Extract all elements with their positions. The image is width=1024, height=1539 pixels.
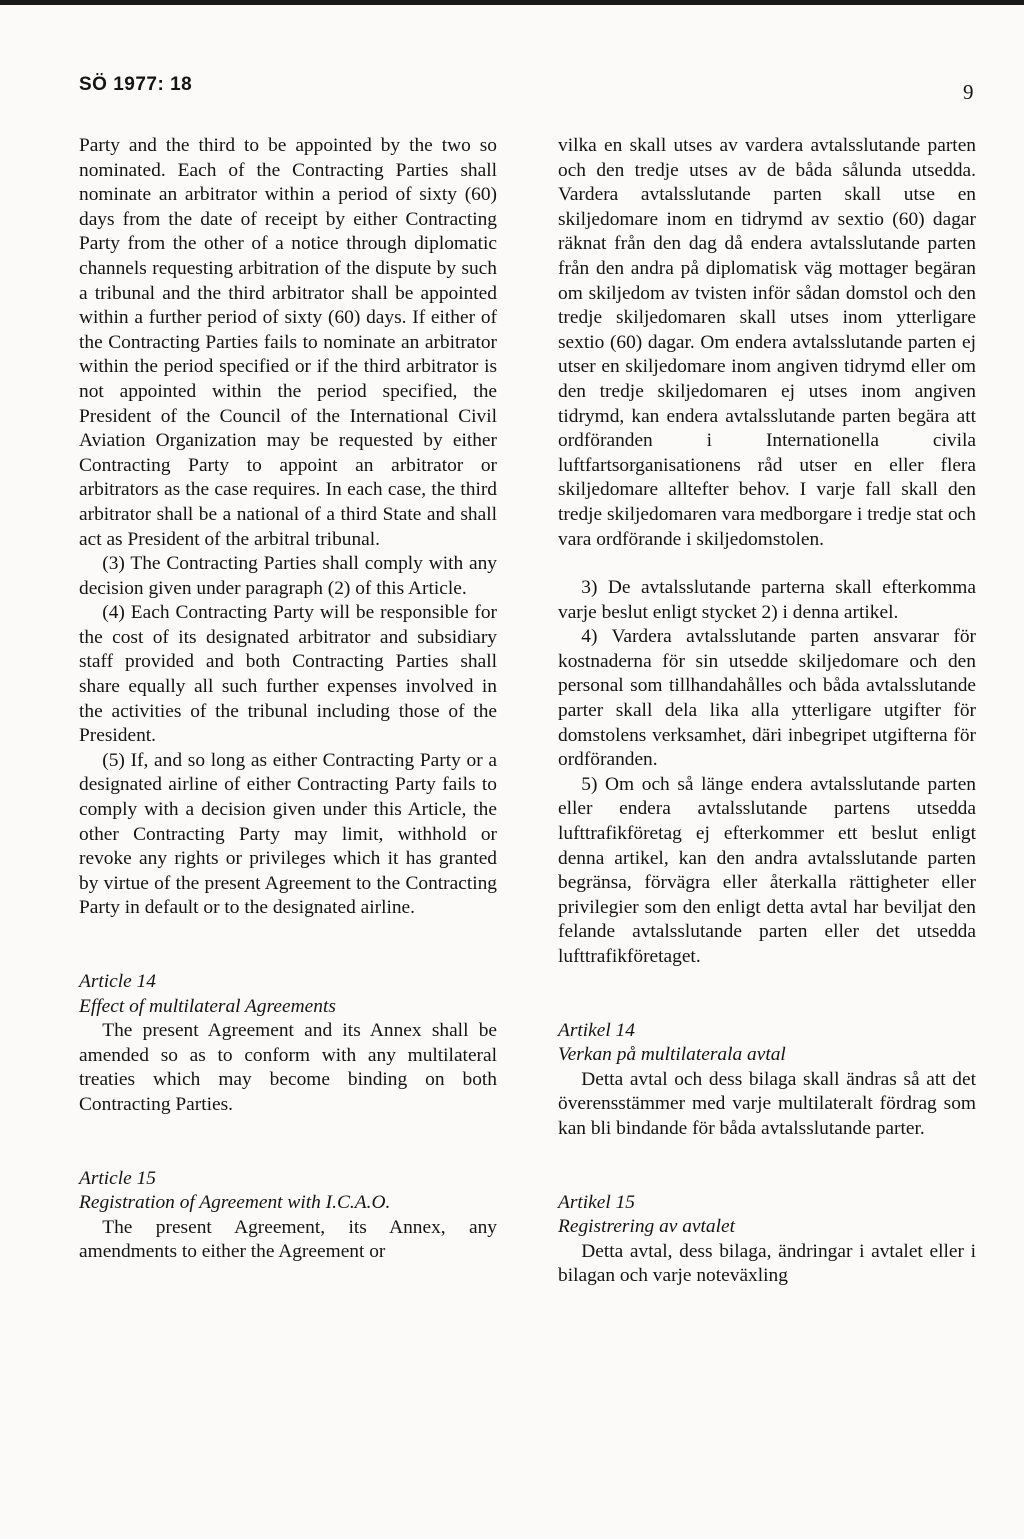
- artikel-14-label: Artikel 14: [558, 1019, 636, 1041]
- paragraph-3: (3) The Contracting Parties shall comply with any decision given under paragraph (2) of this Article.: [79, 553, 497, 599]
- artikel-15-text: Detta avtal, dess bilaga, ändringar i avtalet eller i bilagan och varje noteväxling: [558, 1240, 976, 1287]
- paragraph-4: (4) Each Contracting Party will be responsible for the cost of its designated arbitrator and subsidiary staff provided and both Contracting Parties shall share equally all such further expenses involved in the activities of the tribunal including those of the President.: [79, 602, 497, 747]
- artikel-14-title: Verkan på multilaterala avtal: [558, 1044, 786, 1066]
- paragraph-2-continued: Party and the third to be appointed by the two so nominated. Each of the Contracting Parties shall nominate an arbitrator within a period of sixty (60) days from the date of receipt by either Contracting Party from the other of a notice through diplomatic channels requesting arbitration of the dispute by such a tribunal and the third arbitrator shall be appointed within a further period of sixty (60) days. If either of the Contracting Parties fails to nominate an arbitrator within the period specified or if the third arbitrator is not appointed within the period specified, the President of the Council of the International Civil Aviation Organization may be requested by either Contracting Party to appoint an arbitrator or arbitrators as the case requires. In each case, the third arbitrator shall be a national of a third State and shall act as President of the arbitral tribunal.: [79, 135, 497, 550]
- article-14-label: Article 14: [79, 971, 157, 992]
- stycke-3: 3) De avtalsslutande parterna skall efterkomma varje beslut enligt stycket 2) i denna artikel.: [558, 577, 976, 623]
- artikel-15-label: Artikel 15: [558, 1191, 636, 1213]
- stycke-2-continued: vilka en skall utses av vardera avtalsslutande parten och den tredje utses av de båda sålunda utsedda. Vardera avtalsslutande parten skall utse en skiljedomare inom en tidrymd av sextio (60) dagar räknat från den dag då endera avtalsslutande parten från den andra på diplomatisk väg mottager begäran om skiljedom av tvisten inför sådan domstol och den tredje skiljedomaren skall utses inom ytterligare sextio (60) dagar. Om endera avtalsslutande parten ej utser en skiljedomare inom angiven tidrymd eller om den tredje skiljedomaren ej utses inom angiven tidrymd, kan endera avtalsslutande parten begära att ordföranden i Internationella civila luftfartsorganisationens råd utser en eller flera skiljedomare alltefter behov. I varje fall skall den tredje skiljedomaren vara medborgare i tredje stat och vara ordförande i skiljedomstolen.: [558, 135, 976, 550]
- paragraph-5: (5) If, and so long as either Contracting Party or a designated airline of either Contracting Party fails to comply with a decision given under this Article, the other Contracting Party may limit, withhold or revoke any rights or privileges which it has granted by virtue of the present Agreement to the Contracting Party in default or to the designated airline.: [79, 749, 497, 919]
- page-number: 9: [963, 80, 974, 104]
- stycke-5: 5) Om och så länge endera avtalsslutande parten eller endera avtalsslutande partens utsedda lufttrafikföretag ej efterkommer ett beslut enligt denna artikel, kan den andra avtalsslutande parten begränsa, förvägra eller återkalla rättigheter eller privilegier som den enligt detta avtal har beviljat den felande avtalsslutande parten eller det utsedda lufttrafikföretaget.: [558, 773, 976, 967]
- article-15-text: The present Agreement, its Annex, any amendments to either the Agreement or: [79, 1216, 497, 1263]
- artikel-14-text: Detta avtal och dess bilaga skall ändras så att det överensstämmer med varje multilateralt fördrag som kan bli bindande för båda avtalsslutande parter.: [558, 1068, 976, 1139]
- english-column: [79, 134, 497, 1265]
- stycke-4: 4) Vardera avtalsslutande parten ansvarar för kostnaderna för sin utsedde skiljedomare och den personal som tillhandahålles och båda avtalsslutande parter skall dela lika alla ytterligare utgifter för domstolens verksamhet, däri inbegripet utgifterna för ordföranden.: [558, 626, 976, 771]
- swedish-column: [558, 134, 976, 1289]
- artikel-15-title: Registrering av avtalet: [558, 1216, 735, 1238]
- document-id: SÖ 1977: 18: [79, 74, 193, 95]
- top-border: [0, 0, 1024, 5]
- article-15-label: Article 15: [79, 1167, 157, 1189]
- article-14-title: Effect of multilateral Agreements: [79, 995, 336, 1017]
- article-15-title: Registration of Agreement with I.C.A.O.: [79, 1192, 391, 1214]
- article-14-text: The present Agreement and its Annex shall be amended so as to conform with any multilateral treaties which may become binding on both Contracting Parties.: [79, 1020, 497, 1115]
